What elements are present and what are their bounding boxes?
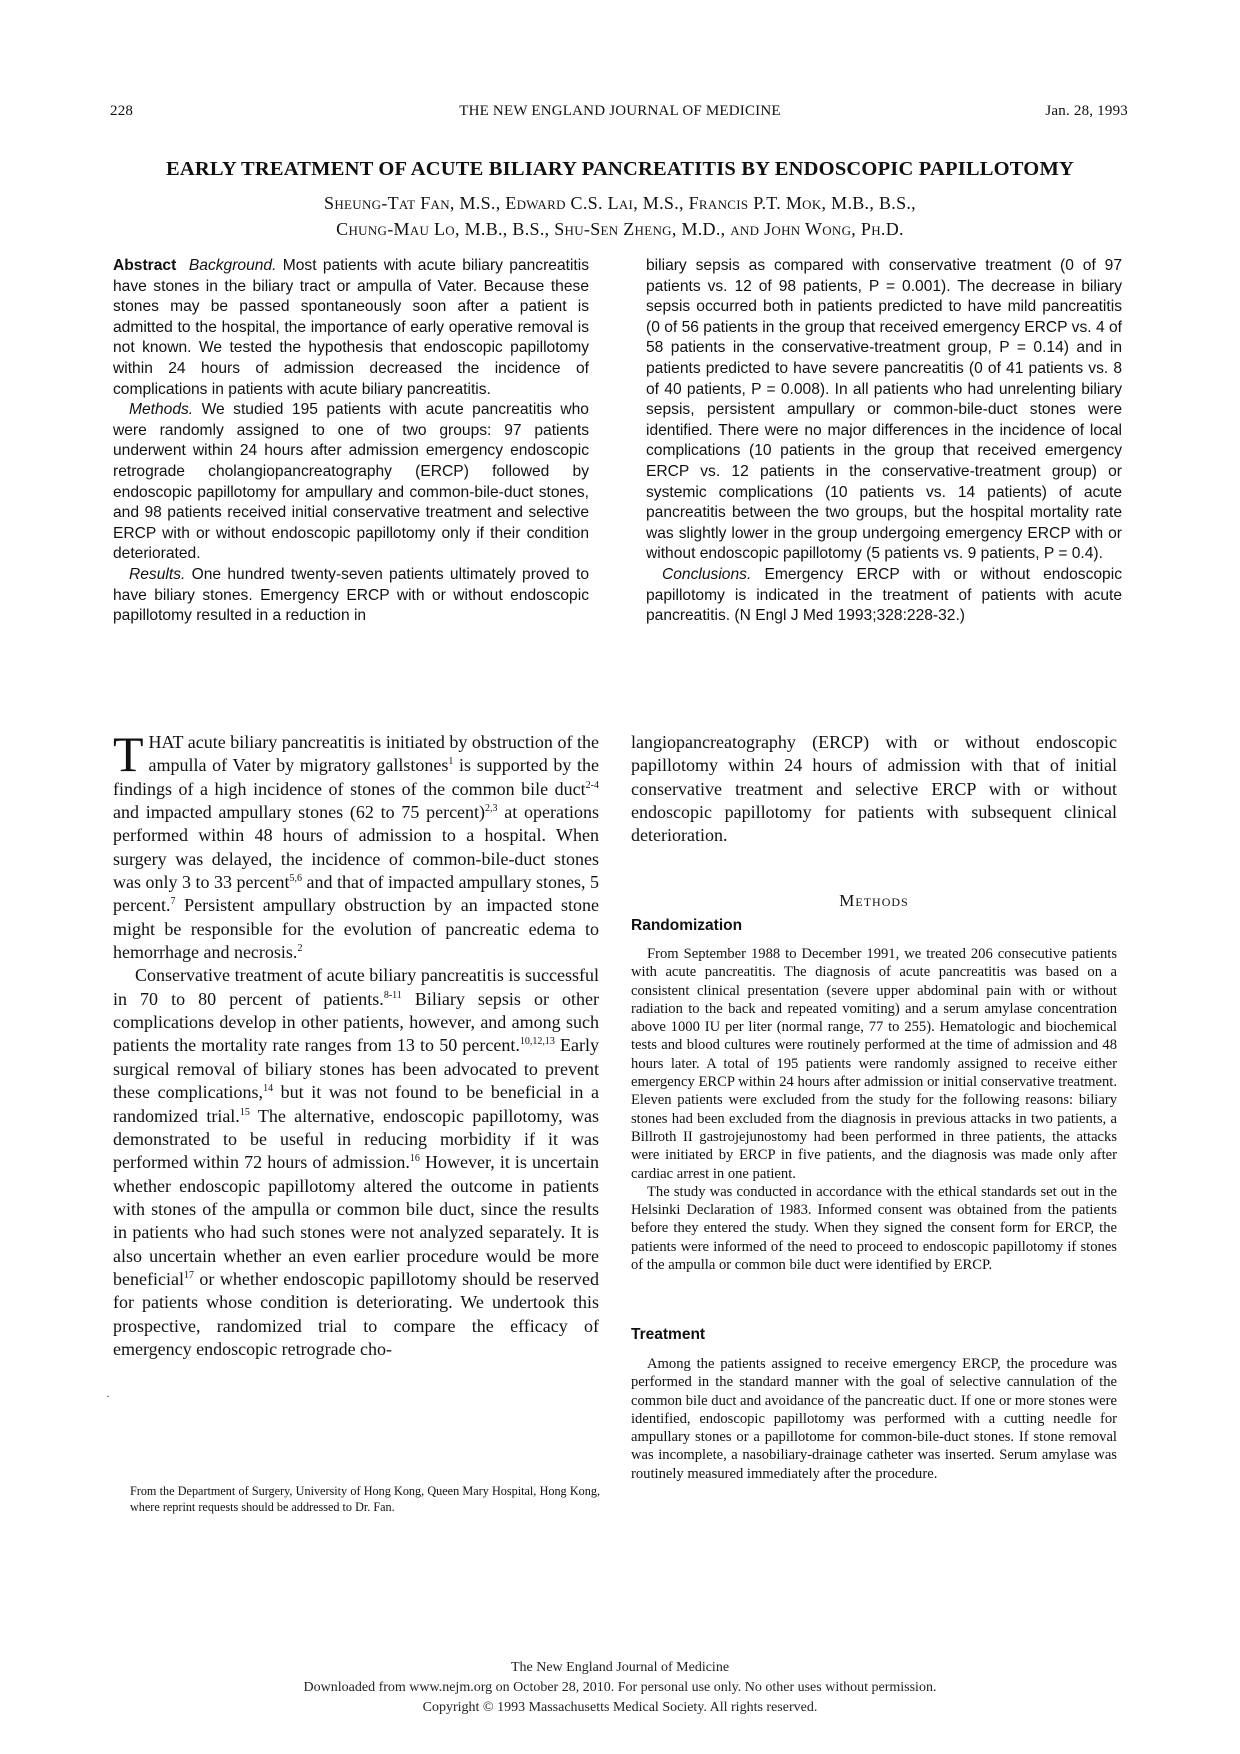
text-run: but it was not found to be beneficial in a randomized trial. (113, 1082, 599, 1126)
methods-heading: Methods (839, 891, 909, 910)
text-run: However, it is uncertain whether endoscopic papillotomy altered the outcome in patients with stones of the ampulla or common bile duct, since the results in patients who had such stones were not analyzed separately. It is also uncertain whether an even earlier procedure would be more beneficial (113, 1152, 599, 1289)
text-run: Persistent ampullary obstruction by an impacted stone might be responsible for the evolution of pancreatic edema to hemorrhage and necrosis. (113, 895, 599, 963)
abstract-right-column (646, 256, 1122, 627)
citation: 2 (297, 943, 303, 955)
abstract-background (113, 256, 589, 400)
citation: 16 (409, 1153, 420, 1165)
page-number: 228 (110, 103, 134, 119)
background-label: Background. (188, 257, 277, 274)
footer-download-notice: Downloaded from www.nejm.org on October 28, 2010. For personal use only. No other uses without permission. (303, 1680, 937, 1695)
abstract-results (113, 565, 589, 627)
conclusions-label: Conclusions. (662, 565, 752, 583)
citation: 1 (448, 756, 454, 768)
text-run: at operations performed within 48 hours of admission to a hospital. When surgery was delayed, the incidence of common-bile-duct stones was only 3 to 33 percent (113, 802, 599, 893)
treatment-paragraph-1: Among the patients assigned to receive emergency ERCP, the procedure was performed in the standard manner with the goal of selective cannulation of the common bile duct and avoidance of the pancreatic duct. If one or more stones were identified, endoscopic papillotomy was performed with a cutting needle for ampullary stones or a papillotome for common-bile-duct stones. If stone removal was incomplete, a nasobiliary-drainage catheter was inserted. Serum amylase was routinely measured immediately after the procedure. (631, 1356, 1117, 1482)
affiliation-note: From the Department of Surgery, University of Hong Kong, Queen Mary Hospital, Hong Kong, where reprint requests should be addressed to Dr. Fan. (130, 1484, 600, 1514)
article-title: EARLY TREATMENT OF ACUTE BILIARY PANCREATITIS BY ENDOSCOPIC PAPILLOTOMY (165, 158, 1075, 180)
text-run: or whether endoscopic papillotomy should be reserved for patients whose condition is deteriorating. We undertook this prospective, randomized trial to compare the efficacy of emergency endoscopic retrograde cho- (113, 1268, 599, 1359)
abstract-conclusions (646, 565, 1122, 627)
citation: 5,6 (289, 873, 303, 885)
treatment-heading: Treatment (631, 1326, 706, 1343)
text-run: Conservative treatment of acute biliary pancreatitis is successful in 70 to 80 percent of patients. (113, 965, 599, 1009)
methods-text: We studied 195 patients with acute pancreatitis who were randomly assigned to one of two groups: 97 patients underwent within 24 hours after admission emergency endoscopic retrograde cholangiopancreatography (ERCP) followed by endoscopic papillotomy for ampullary and common-bile-duct stones, and 98 patients received initial conservative treatment and selective ERCP with or without endoscopic papillotomy only if their condition deteriorated. (113, 401, 589, 563)
results-label: Results. (129, 565, 186, 583)
text-run: The alternative, endoscopic papillotomy, was demonstrated to be useful in reducing morbidity if it was performed within 72 hours of admission. (113, 1105, 600, 1173)
body-left-column (113, 726, 600, 1361)
abstract-methods (113, 400, 589, 565)
body-right-column (631, 731, 1117, 848)
citation: 14 (263, 1083, 274, 1095)
randomization-text (631, 945, 1117, 1274)
intro-continuation: langiopancreatography (ERCP) with or without endoscopic papillotomy within 24 hours of admission with that of initial conservative treatment and selective ERCP with or without endoscopic papillotomy for patients with subsequent clinical deterioration. (631, 732, 1117, 846)
citation: 10,12,13 (519, 1036, 555, 1048)
randomization-paragraph-1: From September 1988 to December 1991, we treated 206 consecutive patients with acute pancreatitis. The diagnosis of acute pancreatitis was based on a consistent clinical presentation (severe upper abdominal pain with or without radiation to the back and repeated vomiting) and a serum amylase concentration above 1000 IU per liter (normal range, 77 to 255). Hematologic and biochemical tests and blood cultures were routinely performed at the time of admission and 48 hours later. A total of 195 patients were randomly assigned to receive either emergency ERCP within 24 hours after admission or initial conservative treatment. Eleven patients were excluded from the study for the following reasons: biliary stones had been excluded from the diagnosis in previous attacks in two patients, a Billroth II gastrojejunostomy had been performed in three patients, the attacks were initiated by ERCP in five patients, and the diagnosis was made only after cardiac arrest in one patient. (631, 946, 1117, 1182)
abstract-left-column (113, 256, 589, 627)
abstract-lead: Abstract (113, 257, 177, 274)
text-run: is supported by the findings of a high incidence of stones of the common bile duct (113, 755, 599, 799)
footer-journal: The New England Journal of Medicine (510, 1660, 730, 1675)
text-run: Early surgical removal of biliary stones has been advocated to prevent these complications, (113, 1035, 600, 1103)
randomization-paragraph-2: The study was conducted in accordance with the ethical standards set out in the Helsinki Declaration of 1983. Informed consent was obtained from the patients before they entered the study. When they signed the consent form for ERCP, the patients were informed of the need to proceed to endoscopic papillotomy if stones of the ampulla or common bile duct were identified by ERCP. (631, 1183, 1117, 1274)
conclusions-text: Emergency ERCP with or without endoscopic papillotomy is indicated in the treatment of patients with acute pancreatitis. (N Engl J Med 1993;328:228-32.) (646, 565, 1122, 625)
randomization-heading: Randomization (631, 917, 743, 934)
margin-mark: · (106, 1389, 110, 1403)
citation: 2-4 (585, 779, 599, 791)
author-line-2: Chung-Mau Lo, M.B., B.S., Shu-Sen Zheng, M.D., and John Wong, Ph.D. (336, 219, 904, 239)
results-text-left: One hundred twenty-seven patients ultimately proved to have biliary stones. Emergency ERCP with or without endoscopic papillotomy resulted in a reduction in (113, 565, 589, 625)
author-line-1: Sheung-Tat Fan, M.S., Edward C.S. Lai, M.S., Francis P.T. Mok, M.B., B.S., (324, 193, 916, 213)
citation: 15 (239, 1106, 250, 1118)
citation: 8-11 (383, 989, 402, 1001)
treatment-text (631, 1355, 1117, 1483)
footer-copyright: Copyright © 1993 Massachusetts Medical Society. All rights reserved. (422, 1700, 818, 1715)
text-run: and that of impacted ampullary stones, 5 percent. (113, 872, 600, 916)
citation: 2,3 (485, 803, 498, 815)
citation: 7 (170, 896, 176, 908)
text-run: and impacted ampullary stones (62 to 75 percent) (113, 802, 486, 823)
issue-date: Jan. 28, 1993 (1045, 103, 1128, 119)
intro-paragraph-1 (113, 726, 600, 964)
journal-name: THE NEW ENGLAND JOURNAL OF MEDICINE (459, 103, 781, 119)
intro-paragraph-2 (113, 964, 599, 1361)
background-text: Most patients with acute biliary pancreatitis have stones in the biliary tract or ampulla of Vater. Because these stones may be passed spontaneously soon after a patient is admitted to the hospital, the importance of early operative removal is not known. We tested the hypothesis that endoscopic papillotomy within 24 hours of admission decreased the incidence of complications in patients with acute biliary pancreatitis. (113, 257, 590, 398)
results-text-right: biliary sepsis as compared with conservative treatment (0 of 97 patients vs. 12 of 98 patients, P = 0.001). The decrease in biliary sepsis occurred both in patients predicted to have mild pancreatitis (0 of 56 patients in the group that received emergency ERCP vs. 4 of 58 patients in the conservative-treatment group, P = 0.14) and in patients predicted to have severe pancreatitis (0 of 41 patients vs. 8 of 40 patients, P = 0.008). In all patients who had unrelenting biliary sepsis, persistent ampullary or common-bile-duct stones were identified. There were no major differences in the incidence of local complications (10 patients in the group that received emergency ERCP vs. 12 patients in the conservative-treatment group) or systemic complications (10 patients vs. 14 patients) of acute pancreatitis between the two groups, but the hospital mortality rate was slightly lower in the group undergoing emergency ERCP with or without endoscopic papillotomy (5 patients vs. 9 patients, P = 0.4). (646, 257, 1122, 563)
methods-label: Methods. (129, 401, 194, 419)
drop-cap: T (113, 726, 144, 782)
text-run: HAT acute biliary pancreatitis is initiated by obstruction of the ampulla of Vater by migratory gallstones (148, 732, 599, 776)
citation: 17 (183, 1269, 194, 1281)
text-run: Biliary sepsis or other complications develop in other patients, however, and among such patients the mortality rate ranges from 13 to 50 percent. (113, 988, 599, 1056)
